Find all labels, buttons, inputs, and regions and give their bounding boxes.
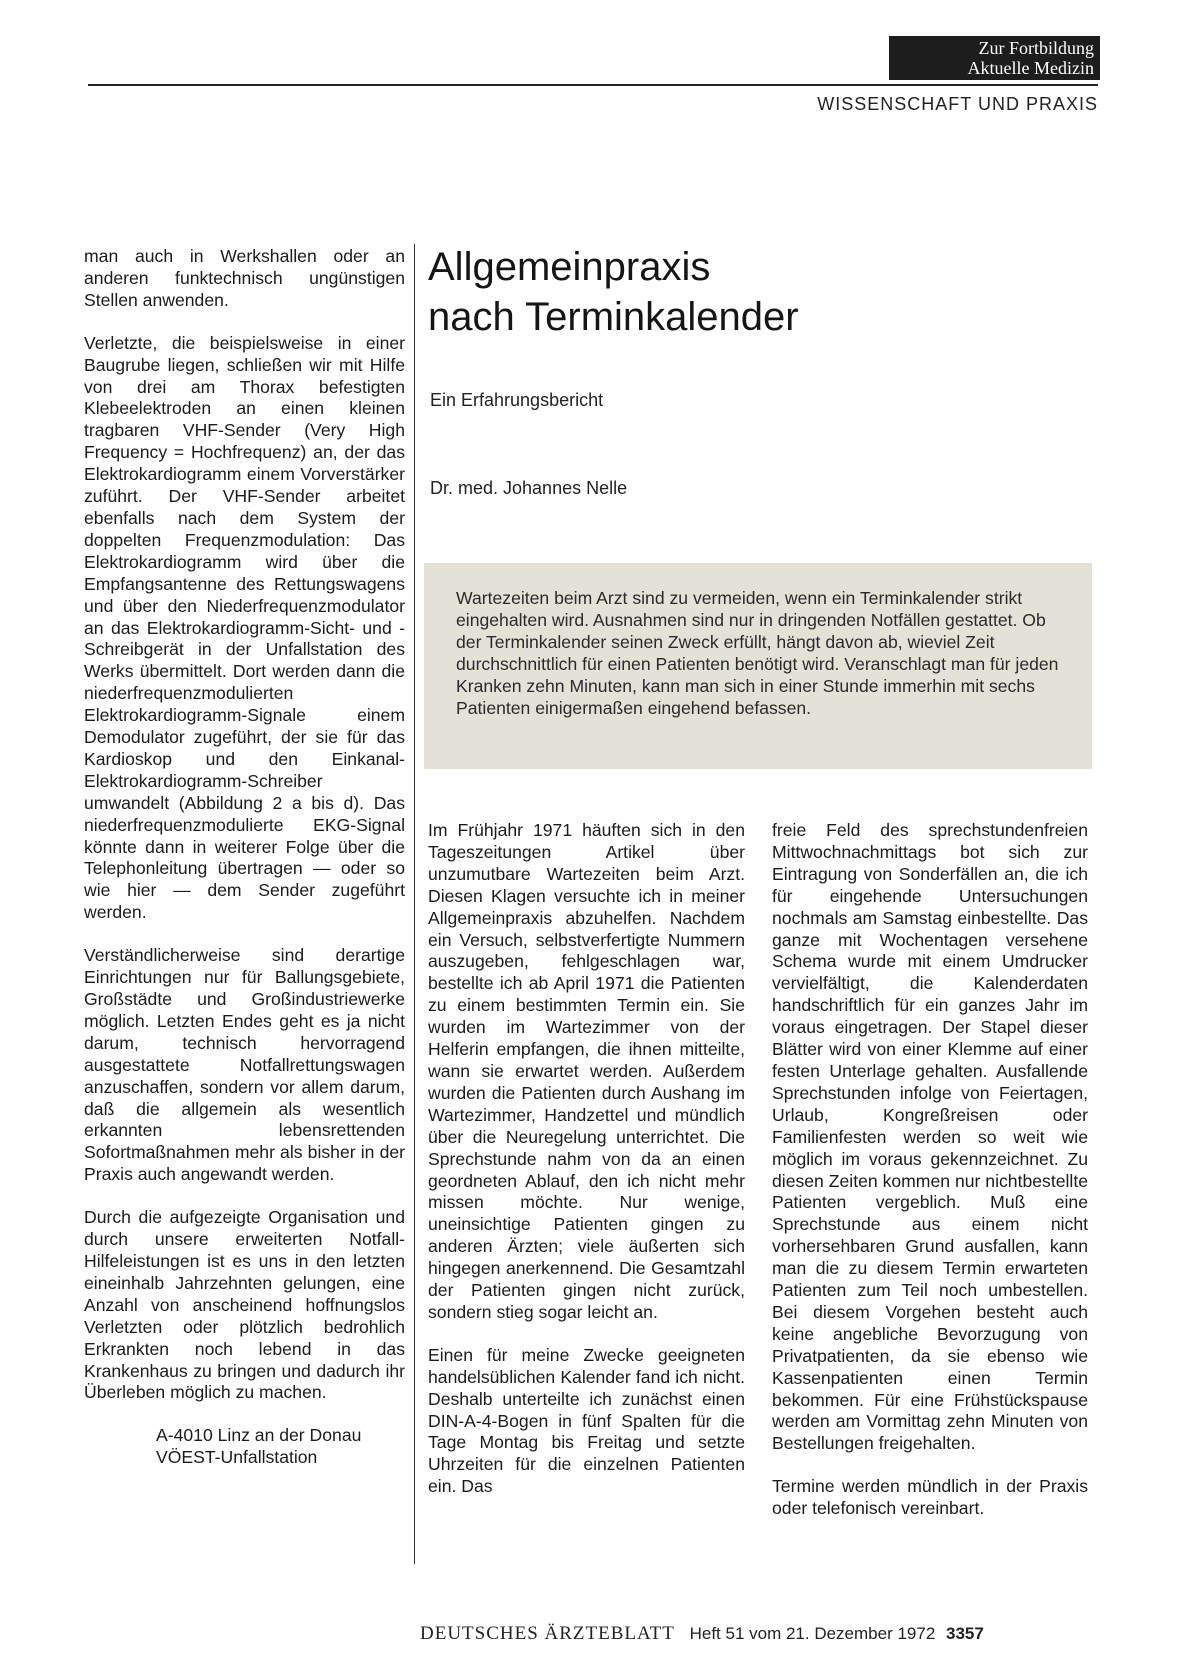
left-column <box>84 246 405 1469</box>
paragraph: Termine werden mündlich in der Praxis oder telefonisch vereinbart. <box>772 1476 1088 1519</box>
journal-name: DEUTSCHES ÄRZTEBLATT <box>420 1623 675 1644</box>
page-footer <box>420 1623 984 1645</box>
article-title <box>428 242 1028 342</box>
paragraph: Einen für meine Zwecke geeigneten handelsüblichen Kalender fand ich nicht. Deshalb unterteilte ich zunächst einen DIN-A-4-Bogen in fünf Spalten für die Tage Montag bis Freitag und setzte Uhrzeiten für die einzelnen Patienten ein. Das <box>428 1344 745 1497</box>
abstract-box <box>424 563 1092 769</box>
header-rule <box>88 84 1098 86</box>
middle-column <box>428 820 745 1519</box>
page-number: 3357 <box>946 1624 984 1643</box>
column-divider <box>414 244 415 1564</box>
paragraph: Durch die aufgezeigte Organisation und durch unsere erweiterten Notfall-Hilfeleistungen ist es uns in den letzten eineinhalb Jahrzehnten gelungen, eine Anzahl von anscheinend hoffnungslos Verletzten oder plötzlich bedrohlich Erkrankten noch lebend in das Krankenhaus zu bringen und dadurch ihr Überleben möglich zu machen. <box>84 1207 405 1403</box>
affiliation-line-1: A-4010 Linz an der Donau <box>156 1425 362 1446</box>
paragraph: Verletzte, die beispielsweise in einer Baugrube liegen, schließen wir mit Hilfe von drei am Thorax befestigten Klebeelektroden an einen kleinen tragbaren VHF-Sender (Very High Frequency = Hochfrequenz) an, der das Elektrokardiogramm einem Vorverstärker zuführt. Der VHF-Sender arbeitet ebenfalls nach dem System der doppelten Frequenzmodulation: Das Elektrokardiogramm wird über die Empfangsantenne des Rettungswagens und über den Niederfrequenzmodulator an das Elektrokardiogramm-Sicht- und -Schreibgerät in der Unfallstation des Werks übermittelt. Dort werden dann die niederfrequenzmodulierten Elektrokardiogramm-Signale einem Demodulator zugeführt, der sie für das Kardioskop und den Einkanal-Elektrokardiogramm-Schreiber umwandelt (Abbildung 2 a bis d). Das niederfrequenzmodulierte EKG-Signal könnte dann in weiterer Folge über die Telephonleitung übertragen — oder so wie hier — dem Sender zugeführt werden. <box>84 332 405 923</box>
affiliation <box>84 1425 405 1469</box>
section-label: WISSENSCHAFT UND PRAXIS <box>817 94 1098 114</box>
section-badge <box>889 36 1100 80</box>
paragraph: Im Frühjahr 1971 häuften sich in den Tageszeitungen Artikel über unzumutbare Wartezeiten beim Arzt. Diesen Klagen versuchte ich in meiner Allgemeinpraxis abzuhelfen. Nachdem ein Versuch, selbstverfertigte Nummern auszugeben, fehlgeschlagen war, bestellte ich ab April 1971 die Patienten zu einem bestimmten Termin ein. Sie wurden im Wartezimmer von der Helferin empfangen, die ihnen mitteilte, wann sie erwartet werden. Außerdem wurden die Patienten durch Aushang im Wartezimmer, Handzettel und mündlich über die Neuregelung unterrichtet. Die Sprechstunde nahm von da an einen geordneten Ablauf, den ich nicht mehr missen möchte. Nur wenige, uneinsichtige Patienten gingen zu anderen Ärzten; viele äußerten sich hingegen anerkennend. Die Gesamtzahl der Patienten gingen nicht zurück, sondern stieg sogar leicht an. <box>428 820 745 1322</box>
paragraph: man auch in Werkshallen oder an anderen funktechnisch ungünstigen Stellen anwenden. <box>84 246 405 310</box>
issue-info: Heft 51 vom 21. Dezember 1972 <box>689 1624 936 1643</box>
paragraph: Verständlicherweise sind derartige Einrichtungen nur für Ballungsgebiete, Großstädte und Großindustriewerke möglich. Letzten Endes geht es ja nicht darum, technisch hervorragend ausgestattete Notfallrettungswagen anzuschaffen, sondern vor allem darum, daß die allgemein als wesentlich erkannten lebensrettenden Sofortmaßnahmen mehr als bisher in der Praxis auch angewandt werden. <box>84 945 405 1185</box>
affiliation-line-2: VÖEST-Unfallstation <box>156 1447 318 1468</box>
article-subtitle: Ein Erfahrungsbericht <box>430 390 604 410</box>
badge-line-2: Aktuelle Medizin <box>967 58 1094 78</box>
title-line-1: Allgemeinpraxis <box>428 245 711 289</box>
abstract-text: Wartezeiten beim Arzt sind zu vermeiden, wenn ein Terminkalender strikt eingehalten wird. Ausnahmen sind nur in dringenden Notfällen gestattet. Ob der Terminkalender seinen Zweck erfüllt, hängt davon ab, wieviel Zeit durchschnittlich für einen Patienten benötigt wird. Veranschlagt man für jeden Kranken zehn Minuten, kann man sich in einer Stunde immerhin mit sechs Patienten einigermaßen eingehend befassen. <box>456 588 1059 718</box>
paragraph: freie Feld des sprechstundenfreien Mittwochnachmittags bot sich zur Eintragung von Sonderfällen an, die ich für eingehende Untersuchungen nochmals am Samstag einbestellte. Das ganze mit Wochentagen versehene Schema wurde mit einem Umdrucker vervielfältigt, die Kalenderdaten handschriftlich für ein ganzes Jahr im voraus eingetragen. Der Stapel dieser Blätter wird von einer Klemme auf einer festen Unterlage gehalten. Ausfallende Sprechstunden infolge von Feiertagen, Urlaub, Kongreßreisen oder Familienfesten werden so weit wie möglich im voraus gekennzeichnet. Zu diesen Zeiten kommen nur nichtbestellte Patienten vergeblich. Muß eine Sprechstunde aus einem nicht vorhersehbaren Grund ausfallen, kann man die zu diesem Termin erwarteten Patienten zum Teil noch umbestellen. Bei diesem Vorgehen besteht auch keine angebliche Bevorzugung von Privatpatienten, da sie ebenso wie Kassenpatienten einen Termin bekommen. Für eine Frühstückspause werden am Vormittag zehn Minuten von Bestellungen freigehalten. <box>772 820 1088 1454</box>
title-line-2: nach Terminkalender <box>428 295 799 339</box>
right-column <box>772 820 1088 1541</box>
badge-line-1: Zur Fortbildung <box>978 38 1094 58</box>
article-author: Dr. med. Johannes Nelle <box>430 478 628 498</box>
